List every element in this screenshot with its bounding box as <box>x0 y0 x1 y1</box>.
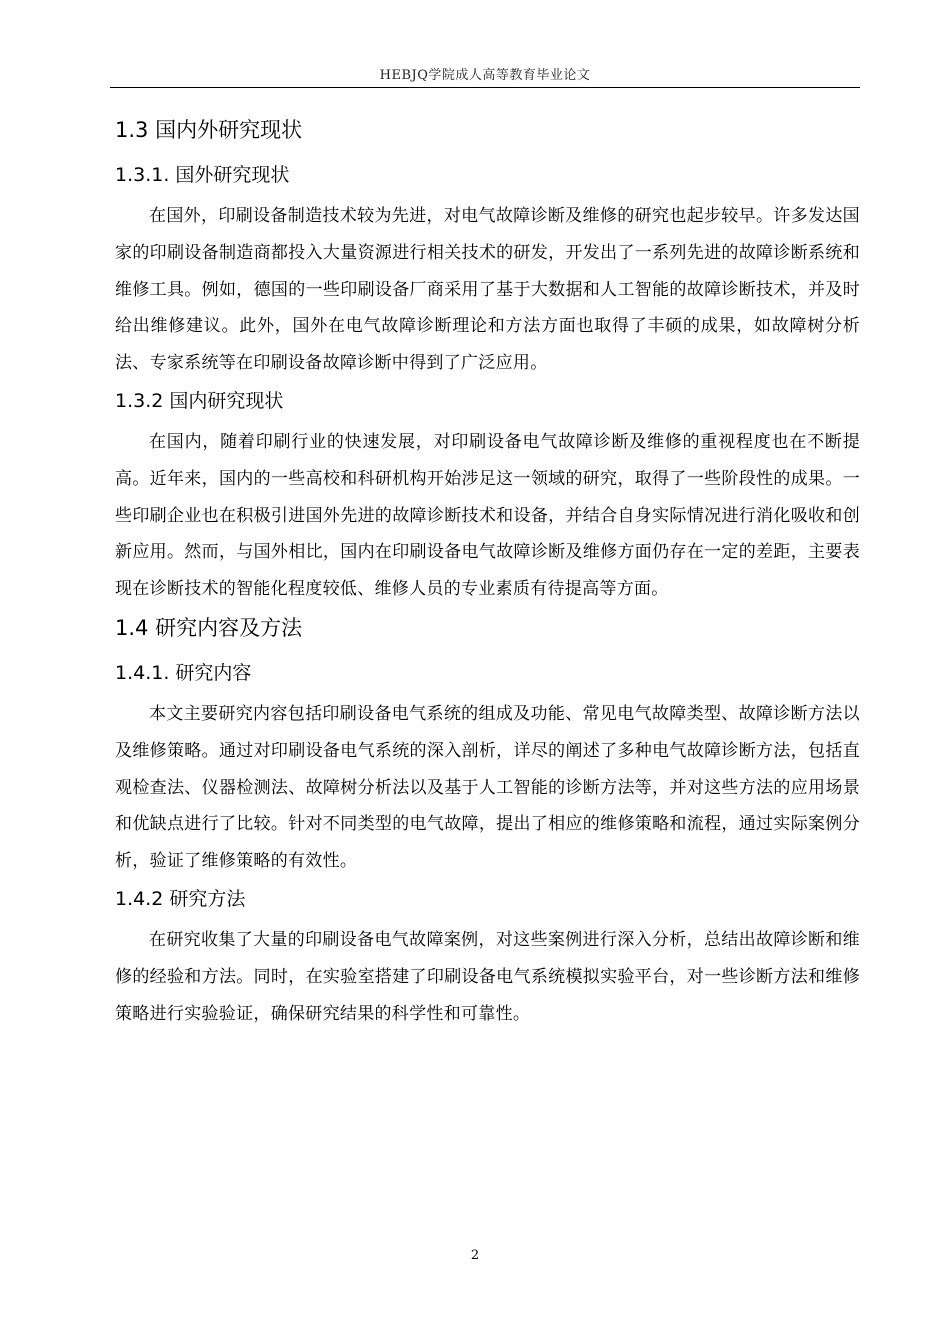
section-heading-1-3: 1.3 国内外研究现状 <box>115 118 303 142</box>
header-divider <box>110 87 860 88</box>
subsection-heading-1-3-1: 1.3.1. 国外研究现状 <box>115 164 290 186</box>
page-number: 2 <box>470 1248 480 1263</box>
running-header: HEBJQ学院成人高等教育毕业论文 <box>379 68 591 83</box>
page-body <box>115 116 860 1038</box>
subsection-heading-1-3-2: 1.3.2 国内研究现状 <box>115 389 284 412</box>
paragraph-domestic-research: 在国内，随着印刷行业的快速发展，对印刷设备电气故障诊断及维修的重视程度也在不断提高。近年来，国内的一些高校和科研机构开始涉足这一领域的研究，取得了一些阶段性的成果。一些印刷企业也在积极引进国外先进的故障诊断技术和设备，并结合自身实际情况进行消化吸收和创新应用。然而，与国外相比，国内在印刷设备电气故障诊断及维修方面仍存在一定的差距，主要表现在诊断技术的智能化程度较低、维修人员的专业素质有待提高等方面。 <box>115 431 860 600</box>
subsection-heading-1-4-2: 1.4.2 研究方法 <box>115 887 246 910</box>
paragraph-foreign-research: 在国外，印刷设备制造技术较为先进，对电气故障诊断及维修的研究也起步较早。许多发达国家的印刷设备制造商都投入大量资源进行相关技术的研发，开发出了一系列先进的故障诊断系统和维修工具。例如，德国的一些印刷设备厂商采用了基于大数据和人工智能的故障诊断技术，并及时给出维修建议。此外，国外在电气故障诊断理论和方法方面也取得了丰硕的成果，如故障树分析法、专家系统等在印刷设备故障诊断中得到了广泛应用。 <box>115 206 860 374</box>
paragraph-research-method: 在研究收集了大量的印刷设备电气故障案例，对这些案例进行深入分析，总结出故障诊断和维修的经验和方法。同时，在实验室搭建了印刷设备电气系统模拟实验平台，对一些诊断方法和维修策略进行实验验证，确保研究结果的科学性和可靠性。 <box>115 929 860 1024</box>
section-heading-1-4: 1.4 研究内容及方法 <box>115 615 303 640</box>
subsection-heading-1-4-1: 1.4.1. 研究内容 <box>115 661 252 684</box>
paragraph-research-content: 本文主要研究内容包括印刷设备电气系统的组成及功能、常见电气故障类型、故障诊断方法以及维修策略。通过对印刷设备电气系统的深入剖析，详尽的阐述了多种电气故障诊断方法，包括直观检查法、仪器检测法、故障树分析法以及基于人工智能的诊断方法等，并对这些方法的应用场景和优缺点进行了比较。针对不同类型的电气故障，提出了相应的维修策略和流程，通过实际案例分析，验证了维修策略的有效性。 <box>115 703 860 872</box>
